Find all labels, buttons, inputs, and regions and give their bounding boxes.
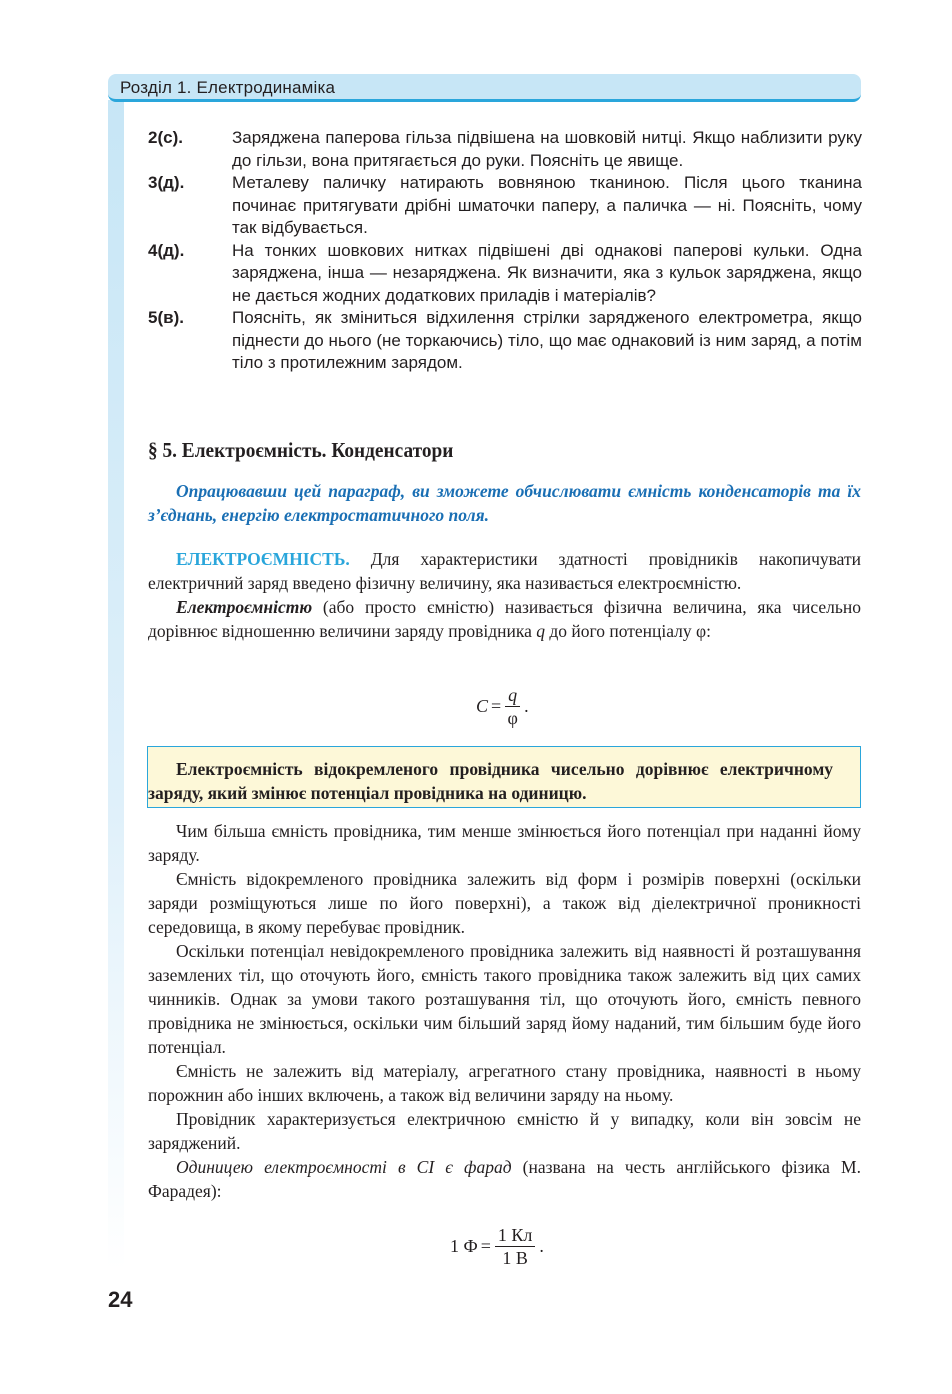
formula-end: .: [524, 696, 529, 716]
paragraph: Оскільки потенціал невідокремленого провідника залежить від наявності й розташування заземлених тіл, що оточують його, ємність такого провідника також залежить від цих самих чинників. Однак за умови такого розташування тіл, що оточують його, ємність певного провідника не змінюється, оскільки чим більший заряд йому наданий, тим більшим буде його потенціал.: [148, 941, 861, 1057]
denominator: 1 В: [502, 1248, 528, 1268]
paragraph: [148, 1155, 861, 1203]
formula-eq: =: [480, 1236, 491, 1256]
highlight-box: [147, 746, 861, 808]
definition-block: [148, 547, 861, 643]
question-text: Металеву паличку натирають вовняною тканиною. Після цього тканина починає притягувати дрібні шматочки паперу, а паличка — ні. Поясніть, чому так відбувається.: [232, 173, 862, 237]
paragraph: Ємність не залежить від матеріалу, агрегатного стану провідника, наявності в ньому порожнин або інших включень, а також від величини заряду на ньому.: [148, 1061, 861, 1105]
paragraph: [148, 595, 861, 643]
question-item: [148, 127, 862, 172]
section-intro: Опрацювавши цей параграф, ви зможете обчислювати ємність конденсаторів та їх з’єднань, енергію електростатичного поля.: [148, 481, 861, 525]
question-item: [148, 172, 862, 240]
chapter-header: [108, 74, 861, 102]
question-list: [148, 127, 862, 375]
formula-eq: =: [491, 696, 502, 716]
side-stripe: [108, 100, 124, 1270]
symbol-q: q: [536, 621, 545, 641]
fraction: [495, 1224, 536, 1269]
numerator: q: [505, 684, 520, 707]
farad-formula: [450, 1224, 544, 1269]
paragraph-text: (названа на честь англійського фізика М. Фарадея):: [148, 1157, 861, 1201]
term: Електроємністю: [176, 597, 313, 617]
question-text: На тонких шовкових нитках підвішені дві однакові паперові кульки. Одна заряджена, інша — незаряджена. Як визначити, яка з кульок заряджена, якщо не дається жодних додаткових приладів і матеріалів?: [232, 240, 862, 305]
denominator: φ: [507, 708, 518, 728]
question-number: 2(с).: [148, 128, 183, 147]
page-number: 24: [108, 1287, 133, 1312]
paragraph: Провідник характеризується електричною ємністю й у випадку, коли він зовсім не заряджений.: [148, 1109, 861, 1153]
question-number: 4(д).: [148, 240, 185, 260]
formula-lhs: C: [476, 696, 489, 716]
formula-end: .: [539, 1236, 544, 1256]
question-number: 5(в).: [148, 308, 184, 327]
chapter-title: Розділ 1. Електродинаміка: [120, 78, 336, 97]
paragraph-text: до його потенціалу φ:: [544, 621, 712, 641]
unit-definition: Одиницею електроємності в СІ є фарад: [176, 1157, 512, 1177]
paragraph-heading: ЕЛЕКТРОЄМНІСТЬ.: [176, 549, 350, 569]
formula-lhs: 1 Ф: [450, 1236, 478, 1256]
question-text: Поясніть, як зміниться відхилення стрілки зарядженого електрометра, якщо піднести до нього (не торкаючись) тіло, що має однаковий із ним заряд, а потім тіло з протилежним зарядом.: [232, 308, 862, 372]
main-body: [148, 819, 861, 1203]
section-title: § 5. Електроємність. Конденсатори: [148, 438, 454, 462]
highlight-text: Електроємність відокремленого провідника чисельно дорівнює електричному заряду, який змінює потенціал провідника на одиницю.: [148, 759, 833, 803]
capacitance-formula: [476, 684, 529, 729]
paragraph: Чим більша ємність провідника, тим менше змінюється його потенціал при наданні йому заряду.: [148, 821, 861, 865]
question-item: [148, 240, 862, 308]
numerator: 1 Кл: [495, 1224, 536, 1247]
question-text: Заряджена паперова гільза підвішена на шовковій нитці. Якщо наблизити руку до гільзи, вона притягається до руки. Поясніть це явище.: [232, 128, 862, 170]
question-number: 3(д).: [148, 173, 185, 192]
fraction: [505, 684, 520, 729]
paragraph: Ємність відокремленого провідника залежить від форм і розмірів поверхні (оскільки заряди розміщуються лише по його поверхні), а також від діелектричної проникності середовища, в якому перебуває провідник.: [148, 869, 861, 937]
question-item: [148, 307, 862, 375]
paragraph-text: Для характеристики здатності провідників накопичувати електричний заряд введено фізичну величину, яка називається електроємністю.: [148, 549, 861, 593]
paragraph-text: (або просто ємністю) називається фізична величина, яка чисельно дорівнює відношенню величини заряду провідника: [148, 597, 861, 641]
paragraph: [148, 547, 861, 595]
